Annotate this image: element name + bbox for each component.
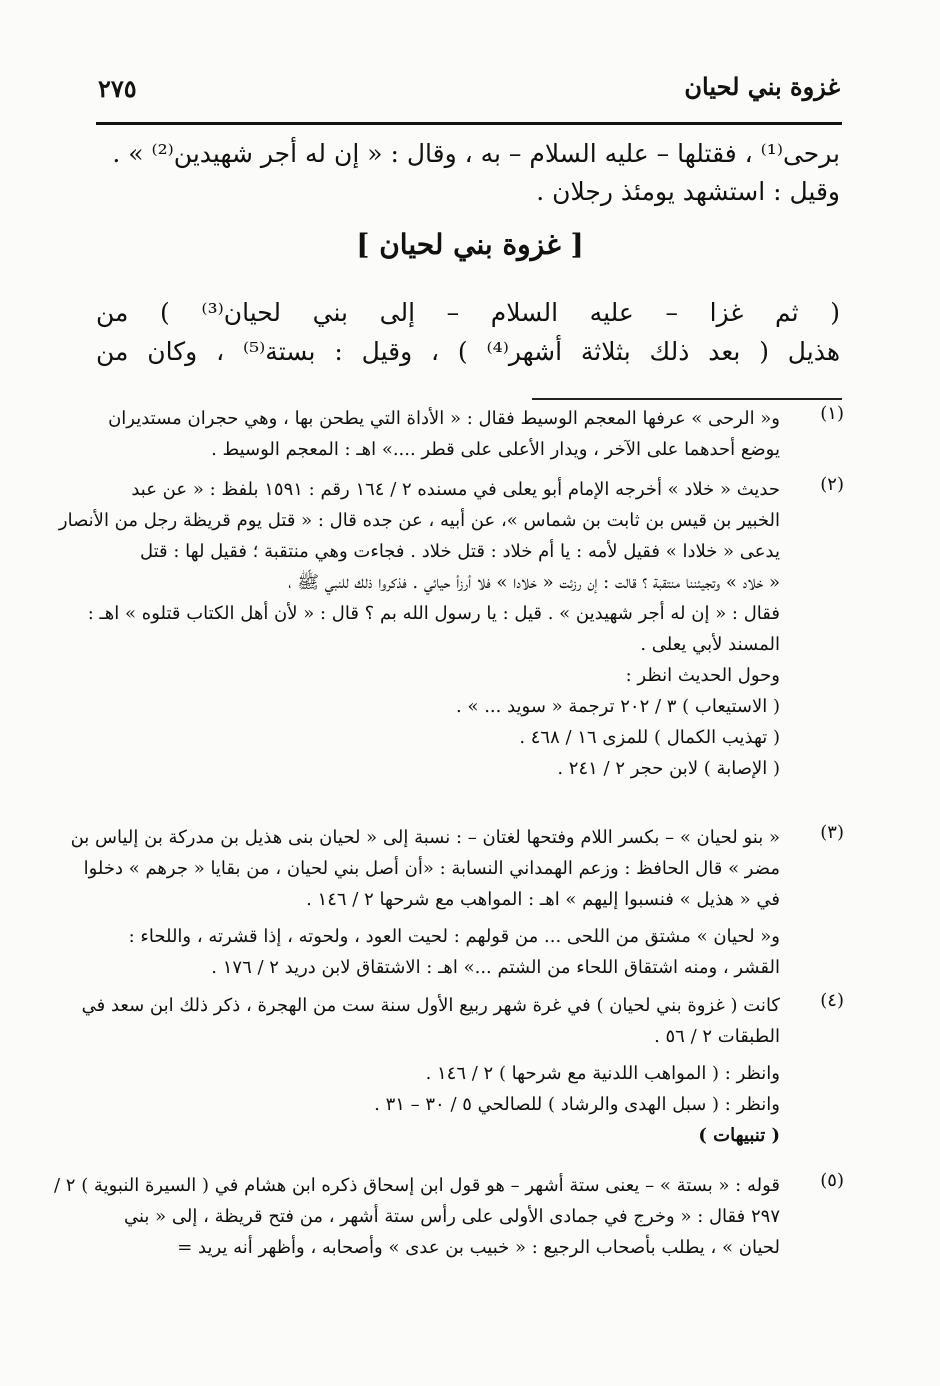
footnote-line: ٢٩٧ فقال : « وخرج في جمادى الأولى على رأس ستة أشهر ، من فتح قريظة ، إلى « بني — [124, 1206, 780, 1227]
footnote-line: المسند لأبي يعلى . — [640, 634, 780, 655]
footnote-line: في « هذيل » فنسبوا إليهم » اهـ : المواهب مع شرحها ٢ / ١٤٦ . — [306, 889, 780, 910]
footnote-1 — [98, 403, 844, 465]
footnote-number: (١) — [820, 403, 844, 424]
footnote-3 — [70, 822, 844, 983]
footnote-line: القشر ، ومنه اشتقاق اللحاء من الشتم ...» اهـ : الاشتقاق لابن دريد ٢ / ١٧٦ . — [211, 957, 780, 978]
section-heading: [ غزوة بني لحيان ] — [356, 228, 584, 261]
footnote-line: « بنو لحيان » – بكسر اللام وفتحها لغتان – : نسبة إلى « لحيان بنى هذيل بن مدركة بن إلياس بن — [70, 827, 780, 848]
footnote-line: ( الاستيعاب ) ٣ / ٢٠٢ ترجمة « سويد ... » . — [456, 696, 780, 717]
running-title: غزوة بني لحيان — [684, 72, 840, 101]
footnote-5 — [54, 1170, 844, 1263]
footnote-line: حديث « خلاد » أخرجه الإمام أبو يعلى في مسنده ٢ / ١٦٤ رقم : ١٥٩١ بلفظ : « عن عبد — [131, 479, 780, 500]
footnote-subheading: ( تنبيهات ) — [698, 1125, 780, 1146]
footnote-number: (٣) — [820, 822, 844, 843]
header-rule — [96, 122, 842, 125]
footnote-number: (٤) — [820, 990, 844, 1011]
footnote-line: يوضع أحدهما على الآخر ، ويدار الأعلى على قطر ....» اهـ : المعجم الوسيط . — [211, 439, 780, 460]
footnote-line: وحول الحديث انظر : — [625, 665, 780, 686]
footnote-line: كانت ( غزوة بني لحيان ) في غرة شهر ربيع الأول سنة ست من الهجرة ، ذكر ذلك ابن سعد في — [81, 995, 780, 1016]
footnote-line: فقال : « إن له أجر شهيدين » . قيل : يا رسول الله بم ؟ قال : « لأن أهل الكتاب قتلوه » اهـ : — [87, 603, 780, 624]
main-text-line: وقيل : استشهد يومئذ رجلان . — [536, 177, 840, 206]
footnote-line: يدعى « خلادا » فقيل لأمه : يا أم خلاد : قتل خلاد . فجاءت وهي منتقبة ؛ فقيل لها : قتل — [139, 541, 780, 562]
footnote-line: وانظر : ( المواهب اللدنية مع شرحها ) ٢ / ١٤٦ . — [425, 1063, 780, 1084]
footnote-number: (٥) — [820, 1170, 844, 1191]
paragraph-line: ( ثم غزا – عليه السلام – إلى بني لحيان⁽³⁾ ) من — [96, 298, 840, 327]
footnote-line: ( الإصابة ) لابن حجر ٢ / ٢٤١ . — [557, 758, 780, 779]
footnote-line: « خلاد » وتجيئننا منتقبة ؟ قالت : إن رزئت « خلادا » فلا أرزأ حيائي . فذكروا ذلك للنبي ﷺ ، — [288, 572, 780, 593]
footnote-separator — [532, 398, 842, 400]
footnote-line: قوله : « بستة » – يعنى ستة أشهر – هو قول ابن إسحاق ذكره ابن هشام في ( السيرة النبوية ) ٢ / — [54, 1175, 780, 1196]
footnote-number: (٢) — [820, 474, 844, 495]
footnote-line: ( تهذيب الكمال ) للمزى ١٦ / ٤٦٨ . — [519, 727, 780, 748]
footnote-line: مضر » قال الحافظ : وزعم الهمداني النسابة : «أن أصل بني لحيان ، من بقايا « جرهم » دخلوا — [83, 858, 780, 879]
main-text-line: برحى⁽¹⁾ ، فقتلها – عليه السلام – به ، وقال : « إن له أجر شهيدين⁽²⁾ » . — [112, 139, 840, 168]
footnote-line: الخبير بن قيس بن ثابت بن شماس »، عن أبيه ، عن جده قال : « قتل يوم قريظة رجل من الأنصار — [58, 510, 780, 531]
footnote-2 — [58, 474, 844, 784]
footnote-4 — [81, 990, 844, 1151]
footnote-line: و« الرحى » عرفها المعجم الوسيط فقال : « الأداة التي يطحن بها ، وهي حجران مستديران — [108, 408, 780, 429]
footnote-line: وانظر : ( سبل الهدى والرشاد ) للصالحي ٥ / ٣٠ – ٣١ . — [374, 1094, 780, 1115]
paragraph-line: هذيل ( بعد ذلك بثلاثة أشهر⁽⁴⁾ ) ، وقيل : بستة⁽⁵⁾ ، وكان من — [96, 337, 840, 366]
footnote-line: لحيان » ، يطلب بأصحاب الرجيع : « خبيب بن عدى » وأصحابه ، وأظهر أنه يريد = — [177, 1237, 780, 1258]
footnote-line: و« لحيان » مشتق من اللحى ... من قولهم : لحيت العود ، ولحوته ، إذا قشرته ، واللحاء : — [128, 926, 780, 947]
page-number: ٢٧٥ — [98, 74, 137, 103]
footnote-line: الطبقات ٢ / ٥٦ . — [654, 1026, 780, 1047]
